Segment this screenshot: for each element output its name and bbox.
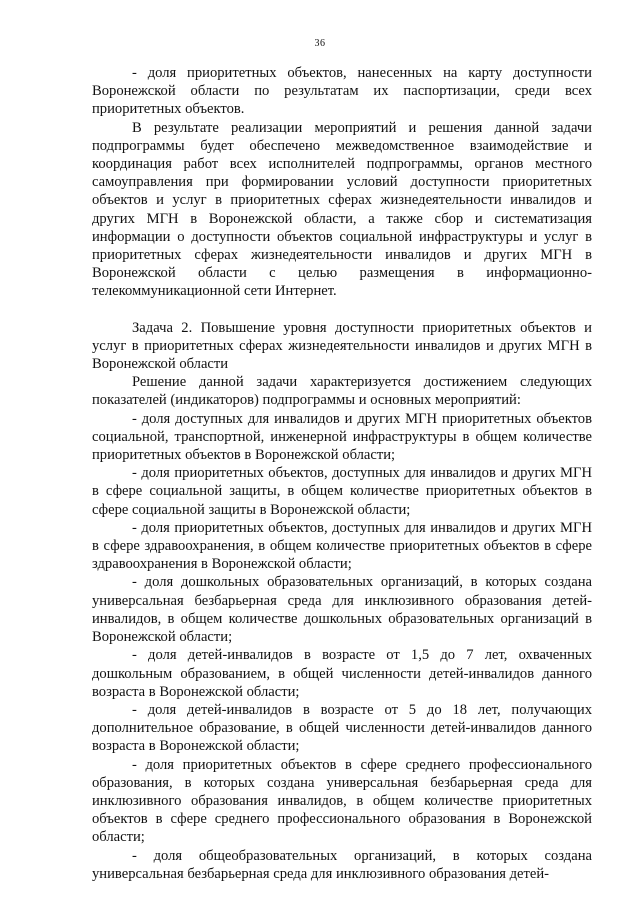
paragraph-task-indicators-intro: Решение данной задачи характеризуется достижением следующих показателей (индикаторов) подпрограммы и основных мероприятий: (92, 374, 592, 409)
indicator-accessible-objects: - доля доступных для инвалидов и других МГН приоритетных объектов социальной, транспортной, инженерной инфраструктуры в общем количестве приоритетных объектов в Воронежской области; (92, 410, 592, 464)
task-2-heading: Задача 2. Повышение уровня доступности приоритетных объектов и услуг в приоритетных сферах жизнедеятельности инвалидов и других МГН в Воронежской области (92, 319, 592, 373)
page-number: 36 (314, 38, 326, 49)
paragraph-task-result: В результате реализации мероприятий и решения данной задачи подпрограммы будет обеспечено межведомственное взаимодействие и координация работ всех исполнителей подпрограммы, органов местного самоуправления при формировании условий доступности приоритетных объектов и услуг в приоритетных сферах жизнедеятельности инвалидов и других МГН в Воронежской области, а также сбор и систематизация информации о доступности объектов социальной инфраструктуры и услуг в приоритетных сферах жизнедеятельности инвалидов и других МГН в Воронежской области с целью размещения в информационно-телекоммуникационной сети Интернет. (92, 119, 592, 300)
indicator-healthcare: - доля приоритетных объектов, доступных для инвалидов и других МГН в сфере здравоохранения, в общем количестве приоритетных объектов в сфере здравоохранения в Воронежской области; (92, 519, 592, 573)
indicator-preschool-organizations: - доля дошкольных образовательных организаций, в которых создана универсальная безбарьерная среда для инклюзивного образования детей-инвалидов, в общем количестве дошкольных образовательных организаций в Воронежской области; (92, 574, 592, 646)
document-body (92, 64, 592, 883)
paragraph-priority-map-share: - доля приоритетных объектов, нанесенных на карту доступности Воронежской области по результатам их паспортизации, среди всех приоритетных объектов. (92, 65, 592, 118)
paragraph-gap (92, 301, 592, 319)
indicator-social-protection: - доля приоритетных объектов, доступных для инвалидов и других МГН в сфере социальной защиты, в общем количестве приоритетных объектов в сфере социальной защиты в Воронежской области; (92, 465, 592, 518)
indicator-preschool-children: - доля детей-инвалидов в возрасте от 1,5 до 7 лет, охваченных дошкольным образованием, в общей численности детей-инвалидов данного возраста в Воронежской области; (92, 647, 592, 700)
indicator-general-education: - доля общеобразовательных организаций, в которых создана универсальная безбарьерная среда для инклюзивного образования детей- (92, 847, 592, 882)
indicator-vocational-education: - доля приоритетных объектов в сфере среднего профессионального образования, в которых создана универсальная безбарьерная среда для инклюзивного образования инвалидов, в общем количестве приоритетных объектов в сфере среднего профессионального образования в Воронежской области; (92, 756, 592, 846)
indicator-additional-education: - доля детей-инвалидов в возрасте от 5 до 18 лет, получающих дополнительное образование, в общей численности детей-инвалидов данного возраста в Воронежской области; (92, 701, 592, 755)
